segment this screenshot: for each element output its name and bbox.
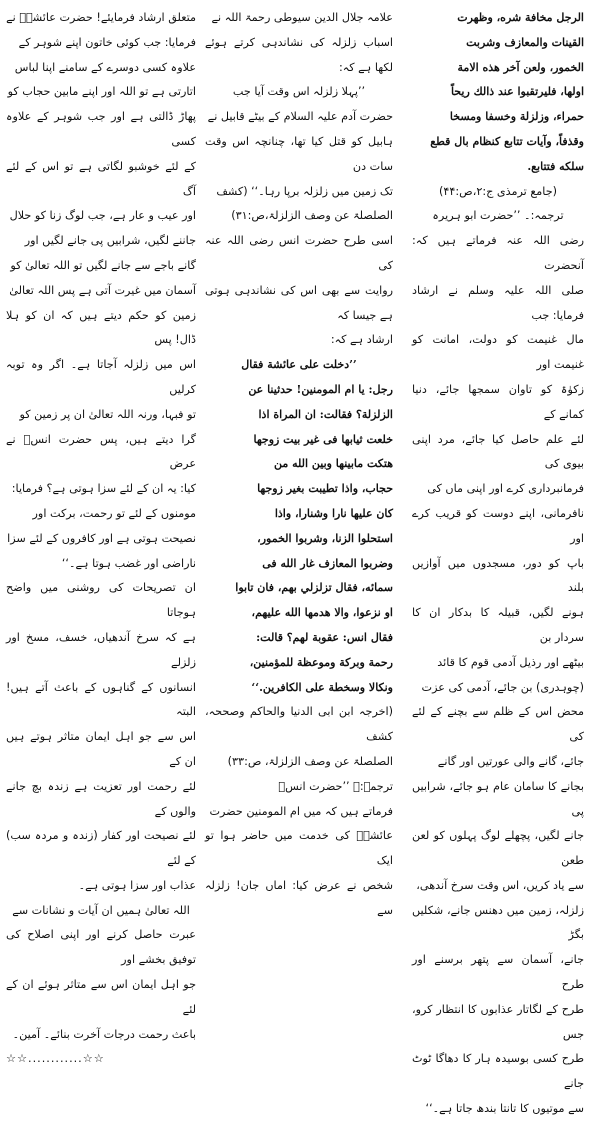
text-line: فرمانبرداری کرے اور اپنی ماں کی xyxy=(427,482,584,496)
text-line: نافرمانی، اپنے دوست کو قریب کرے اور xyxy=(412,506,584,545)
text-line: طرح کے لگاتار عذابوں کا انتظار کرو، جس xyxy=(412,1002,584,1041)
text-line: گانے باجے سے جانے لگیں تو اللہ تعالیٰ کو xyxy=(10,258,196,272)
citation: الصلصلۃ عن وصف الزلزلۃ،ص:۳۱) xyxy=(231,209,393,223)
arabic-text-line: حجاب، واذا تطيبت بغير زوجها xyxy=(257,482,393,496)
text-line: جو اہل ایمان اس سے متاثر ہوئے ان کے لئے xyxy=(6,978,196,1016)
text-line: جاننے لگیں، شرابیں پی جانے لگیں اور xyxy=(24,234,196,248)
translation-heading: ترجمہ:۔ ’’حضرت انسؓ xyxy=(278,779,393,793)
text-line: کیا: یہ ان کے لئے سزا ہوتی ہے؟ فرمایا: xyxy=(11,482,196,496)
text-line: ہونے لگیں، قبیلہ کا بدکار ان کا سردار بن xyxy=(412,606,584,644)
arabic-text-line: القينات والمعازف وشربت xyxy=(466,35,584,49)
text-line: انسانوں کے گناہوں کے باعث آتے ہیں! البتہ xyxy=(6,680,196,719)
text-line: طرح کسی بوسیدہ ہار کا دھاگا ٹوٹ جانے xyxy=(412,1052,584,1091)
text-line: علاوہ کسی دوسرے کے سامنے اپنا لباس xyxy=(14,60,196,74)
arabic-text-line: استحلوا الزنا، وشربوا الخمور، xyxy=(257,531,393,545)
arabic-text-line: خلعت ثیابها فی غیر بیت زوجها xyxy=(253,432,393,446)
text-line: (چوہدری) بن جائے، آدمی کی عزت xyxy=(421,680,584,694)
quote-line: ’’پہلا زلزلہ اس وقت آیا جب xyxy=(232,85,366,99)
arabic-text-line: الزلزلة؟ فقالت: ان المراة اذا xyxy=(258,407,393,421)
citation: (جامع ترمذی ج:۲،ص:۴۴) xyxy=(439,184,557,198)
text-line: محض اس کے ظلم سے بچنے کے لئے کی xyxy=(412,705,584,744)
text-line: جانے لگیں، پچھلے لوگ پہلوں کو لعن طعن xyxy=(412,829,584,868)
arabic-text-line: ’’دخلت علی عائشة فقال xyxy=(241,358,357,372)
text-line: لئے نصیحت اور کفار (زندہ و مردہ سب) کے لئے xyxy=(6,829,196,868)
arabic-text-line: ونكالا وسخطة على الكافرين.‘‘ xyxy=(251,680,393,694)
section-end-stars: ☆☆............☆☆ xyxy=(6,1052,105,1066)
text-line: سے موتیوں کا تانتا بندھ جاتا ہے۔‘‘ xyxy=(425,1102,584,1116)
text-line: حضرت آدم علیہ السلام کے بیٹے قابیل نے xyxy=(207,110,393,124)
text-line: ہے کہ سرخ آندھیاں، خسف، مسخ اور زلزلے xyxy=(6,630,196,669)
text-line: رضی اللہ عنہ فرماتے ہیں کہ: آنحضرت xyxy=(412,234,584,272)
text-line: آسمان میں غیرت آتی ہے پس اللہ تعالیٰ xyxy=(9,283,196,297)
arabic-text-line: او نزعوا، والا هدمها الله عليهم، xyxy=(251,606,393,620)
text-line: اسی طرح حضرت انس رضی اللہ عنہ کی xyxy=(205,234,393,272)
text-line: عائشہؓ کی خدمت میں حاضر ہوا تو ایک xyxy=(205,829,393,868)
text-line: کے لئے خوشبو لگاتی ہے تو اس کے لئے آگ xyxy=(6,159,196,198)
citation: (اخرجہ ابن ابی الدنیا والحاکم وصححہ، کشف xyxy=(205,705,393,744)
text-line: جانے، آسمان سے پتھر برسنے اور طرح xyxy=(412,953,584,992)
text-line: اس سے جو اہل ایمان متاثر ہوتے ہیں ان کے xyxy=(6,730,196,768)
text-line: ان تصریحات کی روشنی میں واضح ہوجاتا xyxy=(6,581,196,620)
text-line: اور عیب و عار ہے، جب لوگ زنا کو حلال xyxy=(9,209,196,223)
text-line: لئے علم حاصل کیا جائے، مرد اپنی بیوی کی xyxy=(412,432,584,471)
arabic-text-line: وضربوا المعازف غار الله فی xyxy=(262,556,393,570)
translation-heading: ترجمہ:۔ ’’حضرت ابو ہریرہ xyxy=(432,209,564,223)
arabic-text-line: وقذفاً، وآيات تتابع كنظام بال قطع xyxy=(430,134,584,148)
text-line: اللہ تعالیٰ ہمیں ان آیات و نشانات سے xyxy=(12,903,190,917)
text-line: باعث رحمت درجات آخرت بنائے۔ آمین۔ xyxy=(12,1027,196,1041)
text-line: مال غنیمت کو دولت، امانت کو غنیمت اور xyxy=(412,333,584,372)
column-left xyxy=(6,6,196,1072)
text-line: لئے رحمت اور تعزیت ہے زندہ بچ جانے والوں کے xyxy=(6,779,196,818)
text-line: بیٹھے اور رذیل آدمی قوم کا قائد xyxy=(437,655,584,669)
text-line: زکوٰۃ کو تاوان سمجھا جائے، دنیا کمانے کے xyxy=(412,382,584,421)
arabic-text-line: كان عليها نارا وشنارا، واذا xyxy=(274,506,393,520)
text-line: عبرت حاصل کرنے اور اپنی اصلاح کی توفیق بخشے اور xyxy=(6,928,196,967)
arabic-text-line: رجل: یا ام المومنین! حدثینا عن xyxy=(248,382,393,396)
text-line: اتارتی ہے تو اللہ اور اپنے مابین حجاب کو xyxy=(7,85,196,99)
text-line: فرمایا: جب کوئی خاتون اپنے شوہر کے xyxy=(18,35,196,49)
text-line: سے یاد کریں، اس وقت سرخ آندھی، xyxy=(416,878,584,892)
text-line: اسباب زلزلہ کی نشاندہی کرتے ہوئے لکھا ہے کہ: xyxy=(205,35,393,74)
column-right xyxy=(412,6,584,1122)
text-line: متعلق ارشاد فرمایئے! حضرت عائشہؓ نے xyxy=(6,11,196,24)
text-line: باپ کو دور، مسجدوں میں آوازیں بلند xyxy=(412,556,584,595)
arabic-text-line: الرجل مخافة شره، وظهرت xyxy=(457,11,584,24)
column-middle xyxy=(205,6,393,923)
text-line: فرماتے ہیں کہ میں ام المومنین حضرت xyxy=(209,804,393,818)
text-line: بجانے کا سامان عام ہو جائے، شرابیں پی xyxy=(412,779,584,818)
text-line: زمین کو حکم دیتے ہیں کہ ان کو ہلا ڈال! پس xyxy=(6,308,196,347)
text-line: عذاب اور سزا ہوتی ہے۔ xyxy=(78,878,196,892)
arabic-text-line: اولها، فليرتقبوا عند ذالك ريحاً xyxy=(450,85,584,99)
text-line: مومنوں کے لئے تو رحمت، برکت اور xyxy=(32,506,196,520)
arabic-text-line: سلكه فتتابع. xyxy=(527,159,584,173)
text-line: ناراضی اور غضب ہوتا ہے۔‘‘ xyxy=(61,556,196,570)
arabic-text-line: فقال انس: عقوبة لهم؟ قالت: xyxy=(256,630,393,644)
text-line: شخص نے عرض کیا: اماں جان! زلزلہ سے xyxy=(205,878,393,917)
arabic-text-line: حمراء، وزلزلة وخسفا ومسخا xyxy=(449,110,584,124)
arabic-text-line: سمائه، فقال تزلزلي بهم، فان تابوا xyxy=(235,581,393,595)
text-line: گرا دیتے ہیں، پس حضرت انسؓ نے عرض xyxy=(6,432,196,471)
text-line: تو فبہا، ورنہ اللہ تعالیٰ ان پر زمین کو xyxy=(19,407,196,421)
citation: الصلصلۃ عن وصف الزلزلۃ، ص:۳۳) xyxy=(227,754,393,768)
text-line: نصیحت ہوتی ہے اور کافروں کے لئے سزا xyxy=(7,531,196,545)
text-line: صلی اللہ علیہ وسلم نے ارشاد فرمایا: جب xyxy=(412,283,584,322)
arabic-text-line: الخمور، ولعن آخر هذه الامة xyxy=(457,60,584,74)
text-line: روایت سے بھی اس کی نشاندہی ہوتی ہے جیسا کہ xyxy=(205,283,393,322)
text-line: ارشاد ہے کہ: xyxy=(330,333,393,347)
arabic-text-line: هتكت مابينها وبين الله من xyxy=(274,457,393,471)
text-line: جائے، گانے والی عورتیں اور گانے xyxy=(437,754,584,768)
text-line: اس میں زلزلہ آجاتا ہے۔ اگر وہ توبہ کرلیں xyxy=(6,358,196,396)
text-line: پھاڑ ڈالتی ہے اور جب شوہر کے علاوہ کسی xyxy=(6,110,196,148)
text-line: ہابیل کو قتل کیا تھا، چنانچہ اس وقت سات دن xyxy=(205,134,393,173)
text-line: علامہ جلال الدین سیوطی رحمۃ اللہ نے xyxy=(211,11,393,24)
arabic-text-line: رحمة وبركة وموعظة للمؤمنين، xyxy=(249,655,393,669)
text-line: تک زمین میں زلزلہ برپا رہا۔‘‘ (کشف xyxy=(216,184,393,198)
text-line: زلزلہ، زمین میں دھنس جانے، شکلیں بگڑ xyxy=(412,903,584,942)
